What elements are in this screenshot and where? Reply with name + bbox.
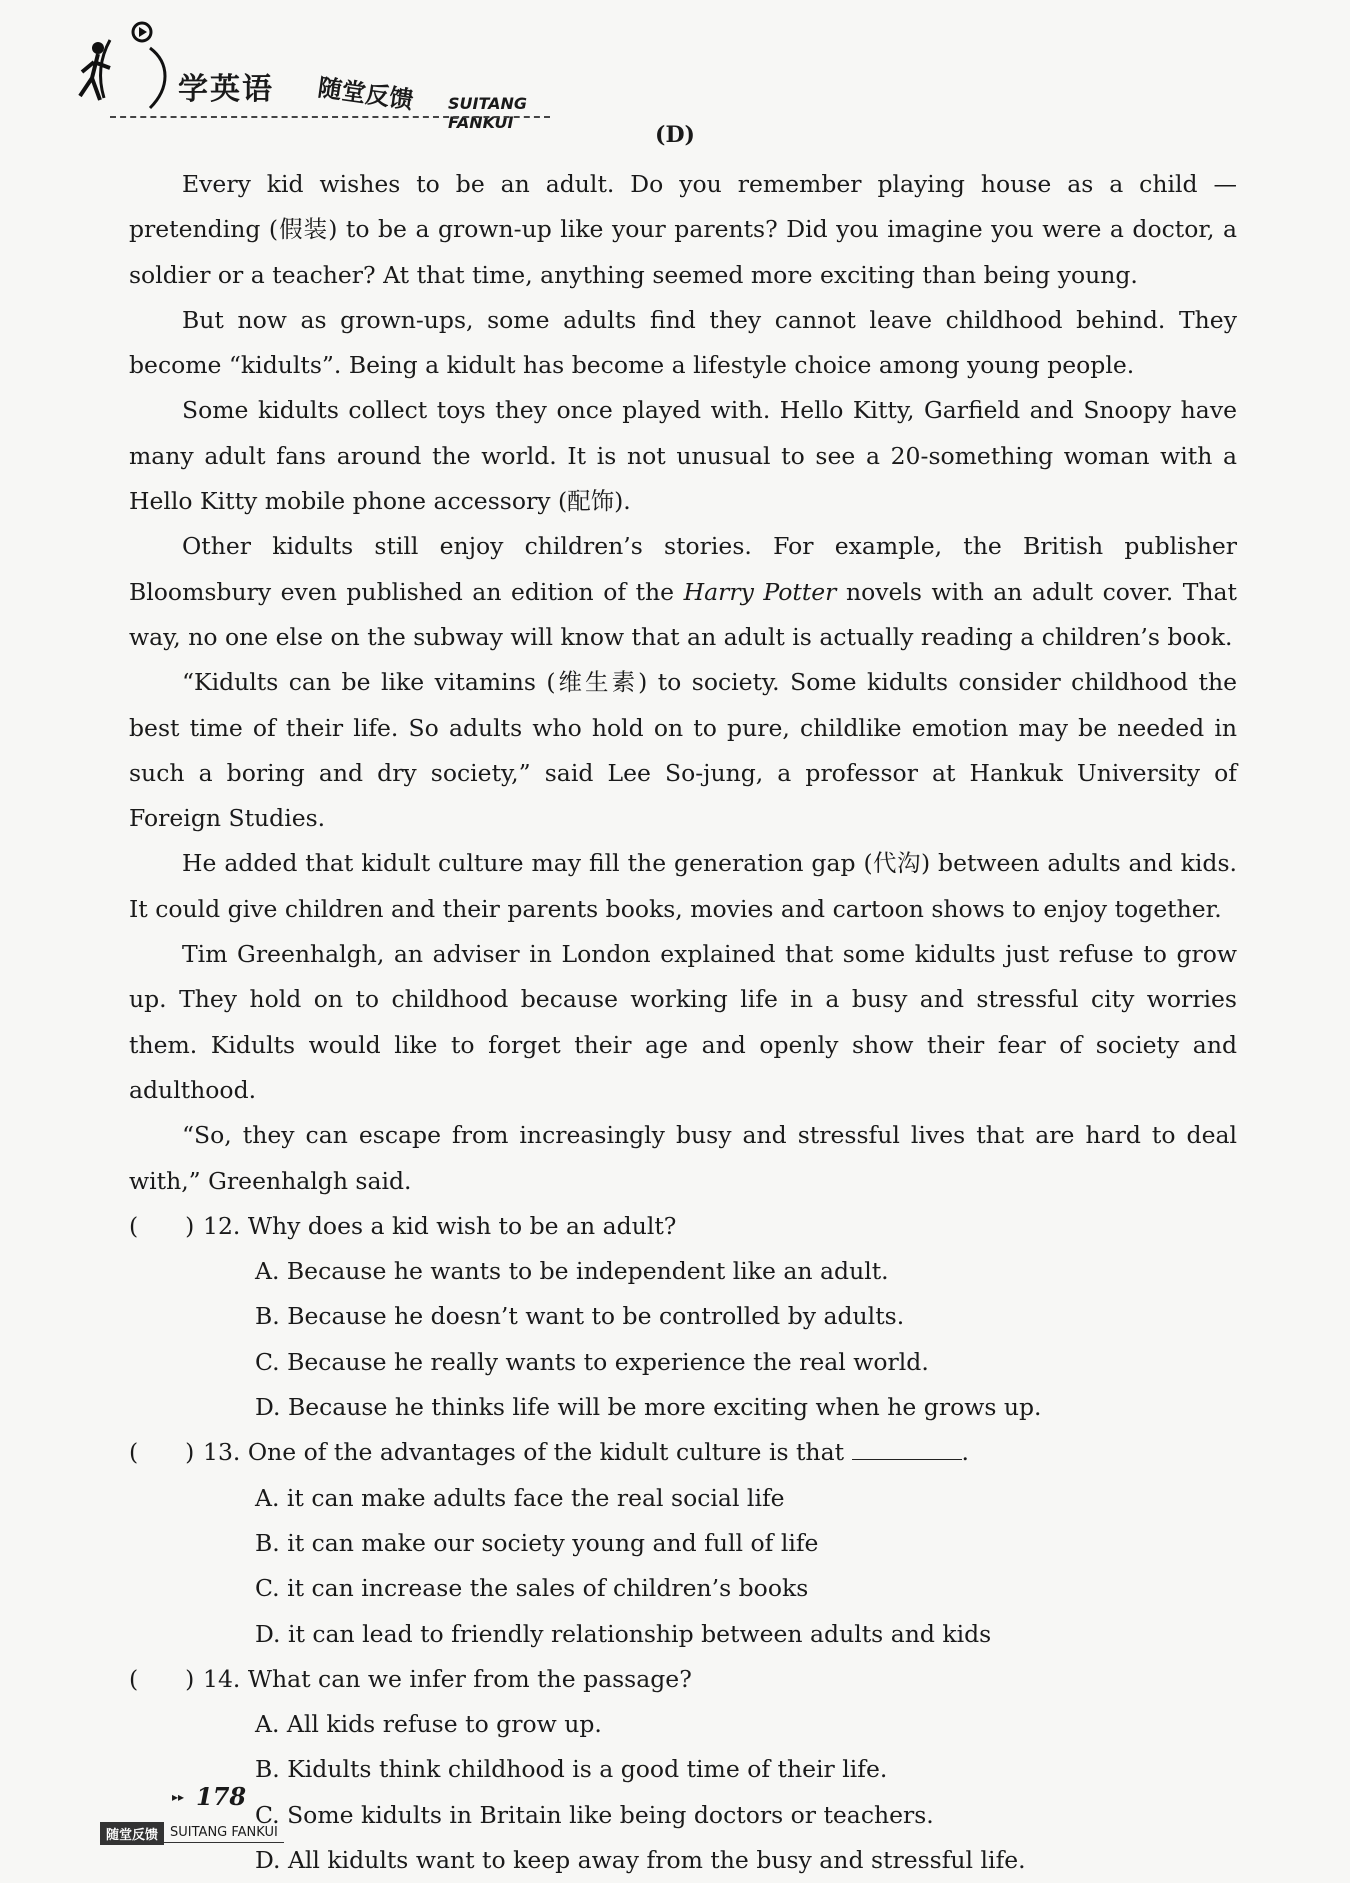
logo-chinese-subtitle: 随堂反馈 — [316, 73, 416, 115]
option-a: A. Because he wants to be independent like an adult. — [255, 1257, 889, 1286]
option-c: C. Because he really wants to experience the real world. — [255, 1347, 929, 1376]
question-text: 12. Why does a kid wish to be an adult? — [203, 1211, 677, 1240]
question-text: 13. One of the advantages of the kidult culture is that — [203, 1438, 845, 1467]
question-stem — [129, 1657, 1237, 1702]
answer-blank[interactable]: ( ) — [129, 1438, 195, 1467]
option-d: D. Because he thinks life will be more exciting when he grows up. — [255, 1393, 1042, 1422]
answer-blank[interactable]: ( ) — [129, 1211, 195, 1240]
book-title: Harry Potter — [683, 577, 837, 606]
option-d: D. All kidults want to keep away from the busy and stressful life. — [255, 1845, 1026, 1874]
passage-paragraph: But now as grown-ups, some adults find they cannot leave childhood behind. They become “kidults”. Being a kidult has become a lifestyle choice among young people. — [129, 305, 1237, 380]
question-suffix: . — [961, 1438, 969, 1467]
passage-paragraph: “Kidults can be like vitamins (维生素) to society. Some kidults consider childhood the best time of their life. So adults who hold on to pure, childlike emotion may be needed in such a boring and dry society,” said Lee So-jung, a professor at Hankuk University of Foreign Studies. — [129, 668, 1237, 833]
page-number: 178 — [196, 1782, 247, 1811]
question-13 — [129, 1430, 1237, 1656]
question-12 — [129, 1204, 1237, 1430]
question-14 — [129, 1657, 1237, 1883]
logo-english-subtitle: SUITANG FANKUI — [448, 94, 528, 132]
passage-paragraph: Some kidults collect toys they once played with. Hello Kitty, Garfield and Snoopy have many adult fans around the world. It is not unusual to see a 20-something woman with a Hello Kitty mobile phone accessory (配饰). — [129, 396, 1237, 516]
passage-paragraph: Other kidults still enjoy children’s stories. For example, the British publisher Bloomsbury even published an edition of the Harry Potter novels with an adult cover. That way, no one else on the subway will know that an adult is actually reading a children’s book. — [129, 532, 1237, 651]
question-stem — [129, 1204, 1237, 1249]
passage-paragraph: He added that kidult culture may fill the generation gap (代沟) between adults and kids. It could give children and their parents books, movies and cartoon shows to enjoy together. — [129, 849, 1237, 923]
question-stem — [129, 1430, 1237, 1475]
section-title: (D) — [655, 122, 695, 148]
fill-in-blank[interactable] — [852, 1441, 962, 1460]
runner-logo-icon — [70, 18, 190, 118]
page-header — [70, 18, 550, 132]
logo-chinese-title: 学英语 — [178, 72, 274, 107]
footer-arrows-icon: ▸▸ — [172, 1790, 185, 1804]
option-b: B. Kidults think childhood is a good time of their life. — [255, 1755, 888, 1784]
passage-paragraph: Tim Greenhalgh, an adviser in London explained that some kidults just refuse to grow up. They hold on to childhood because working life in a busy and stressful city worries them. Kidults would like to forget their age and openly show their fear of society and adulthood. — [129, 940, 1237, 1104]
option-a: A. All kids refuse to grow up. — [255, 1710, 602, 1739]
passage-paragraph: “So, they can escape from increasingly busy and stressful lives that are hard to deal with,” Greenhalgh said. — [129, 1121, 1237, 1195]
footer-tag-chinese: 随堂反馈 — [100, 1822, 164, 1845]
option-d: D. it can lead to friendly relationship between adults and kids — [255, 1619, 992, 1648]
option-c: C. Some kidults in Britain like being doctors or teachers. — [255, 1800, 934, 1829]
question-text: 14. What can we infer from the passage? — [203, 1664, 692, 1693]
option-b: B. Because he doesn’t want to be controlled by adults. — [255, 1302, 905, 1331]
answer-blank[interactable]: ( ) — [129, 1664, 195, 1693]
option-c: C. it can increase the sales of children’s books — [255, 1574, 809, 1603]
option-a: A. it can make adults face the real social life — [255, 1483, 785, 1512]
option-b: B. it can make our society young and full of life — [255, 1528, 819, 1557]
header-divider — [110, 116, 550, 118]
passage-content — [129, 162, 1237, 1883]
footer-tag-english: SUITANG FANKUI — [164, 1823, 284, 1843]
footer-tag — [100, 1822, 284, 1844]
passage-paragraph: Every kid wishes to be an adult. Do you remember playing house as a child — pretending (假装) to be a grown-up like your parents? Did you imagine you were a doctor, a soldier or a teacher? At that time, anything seemed more exciting than being young. — [129, 170, 1237, 289]
